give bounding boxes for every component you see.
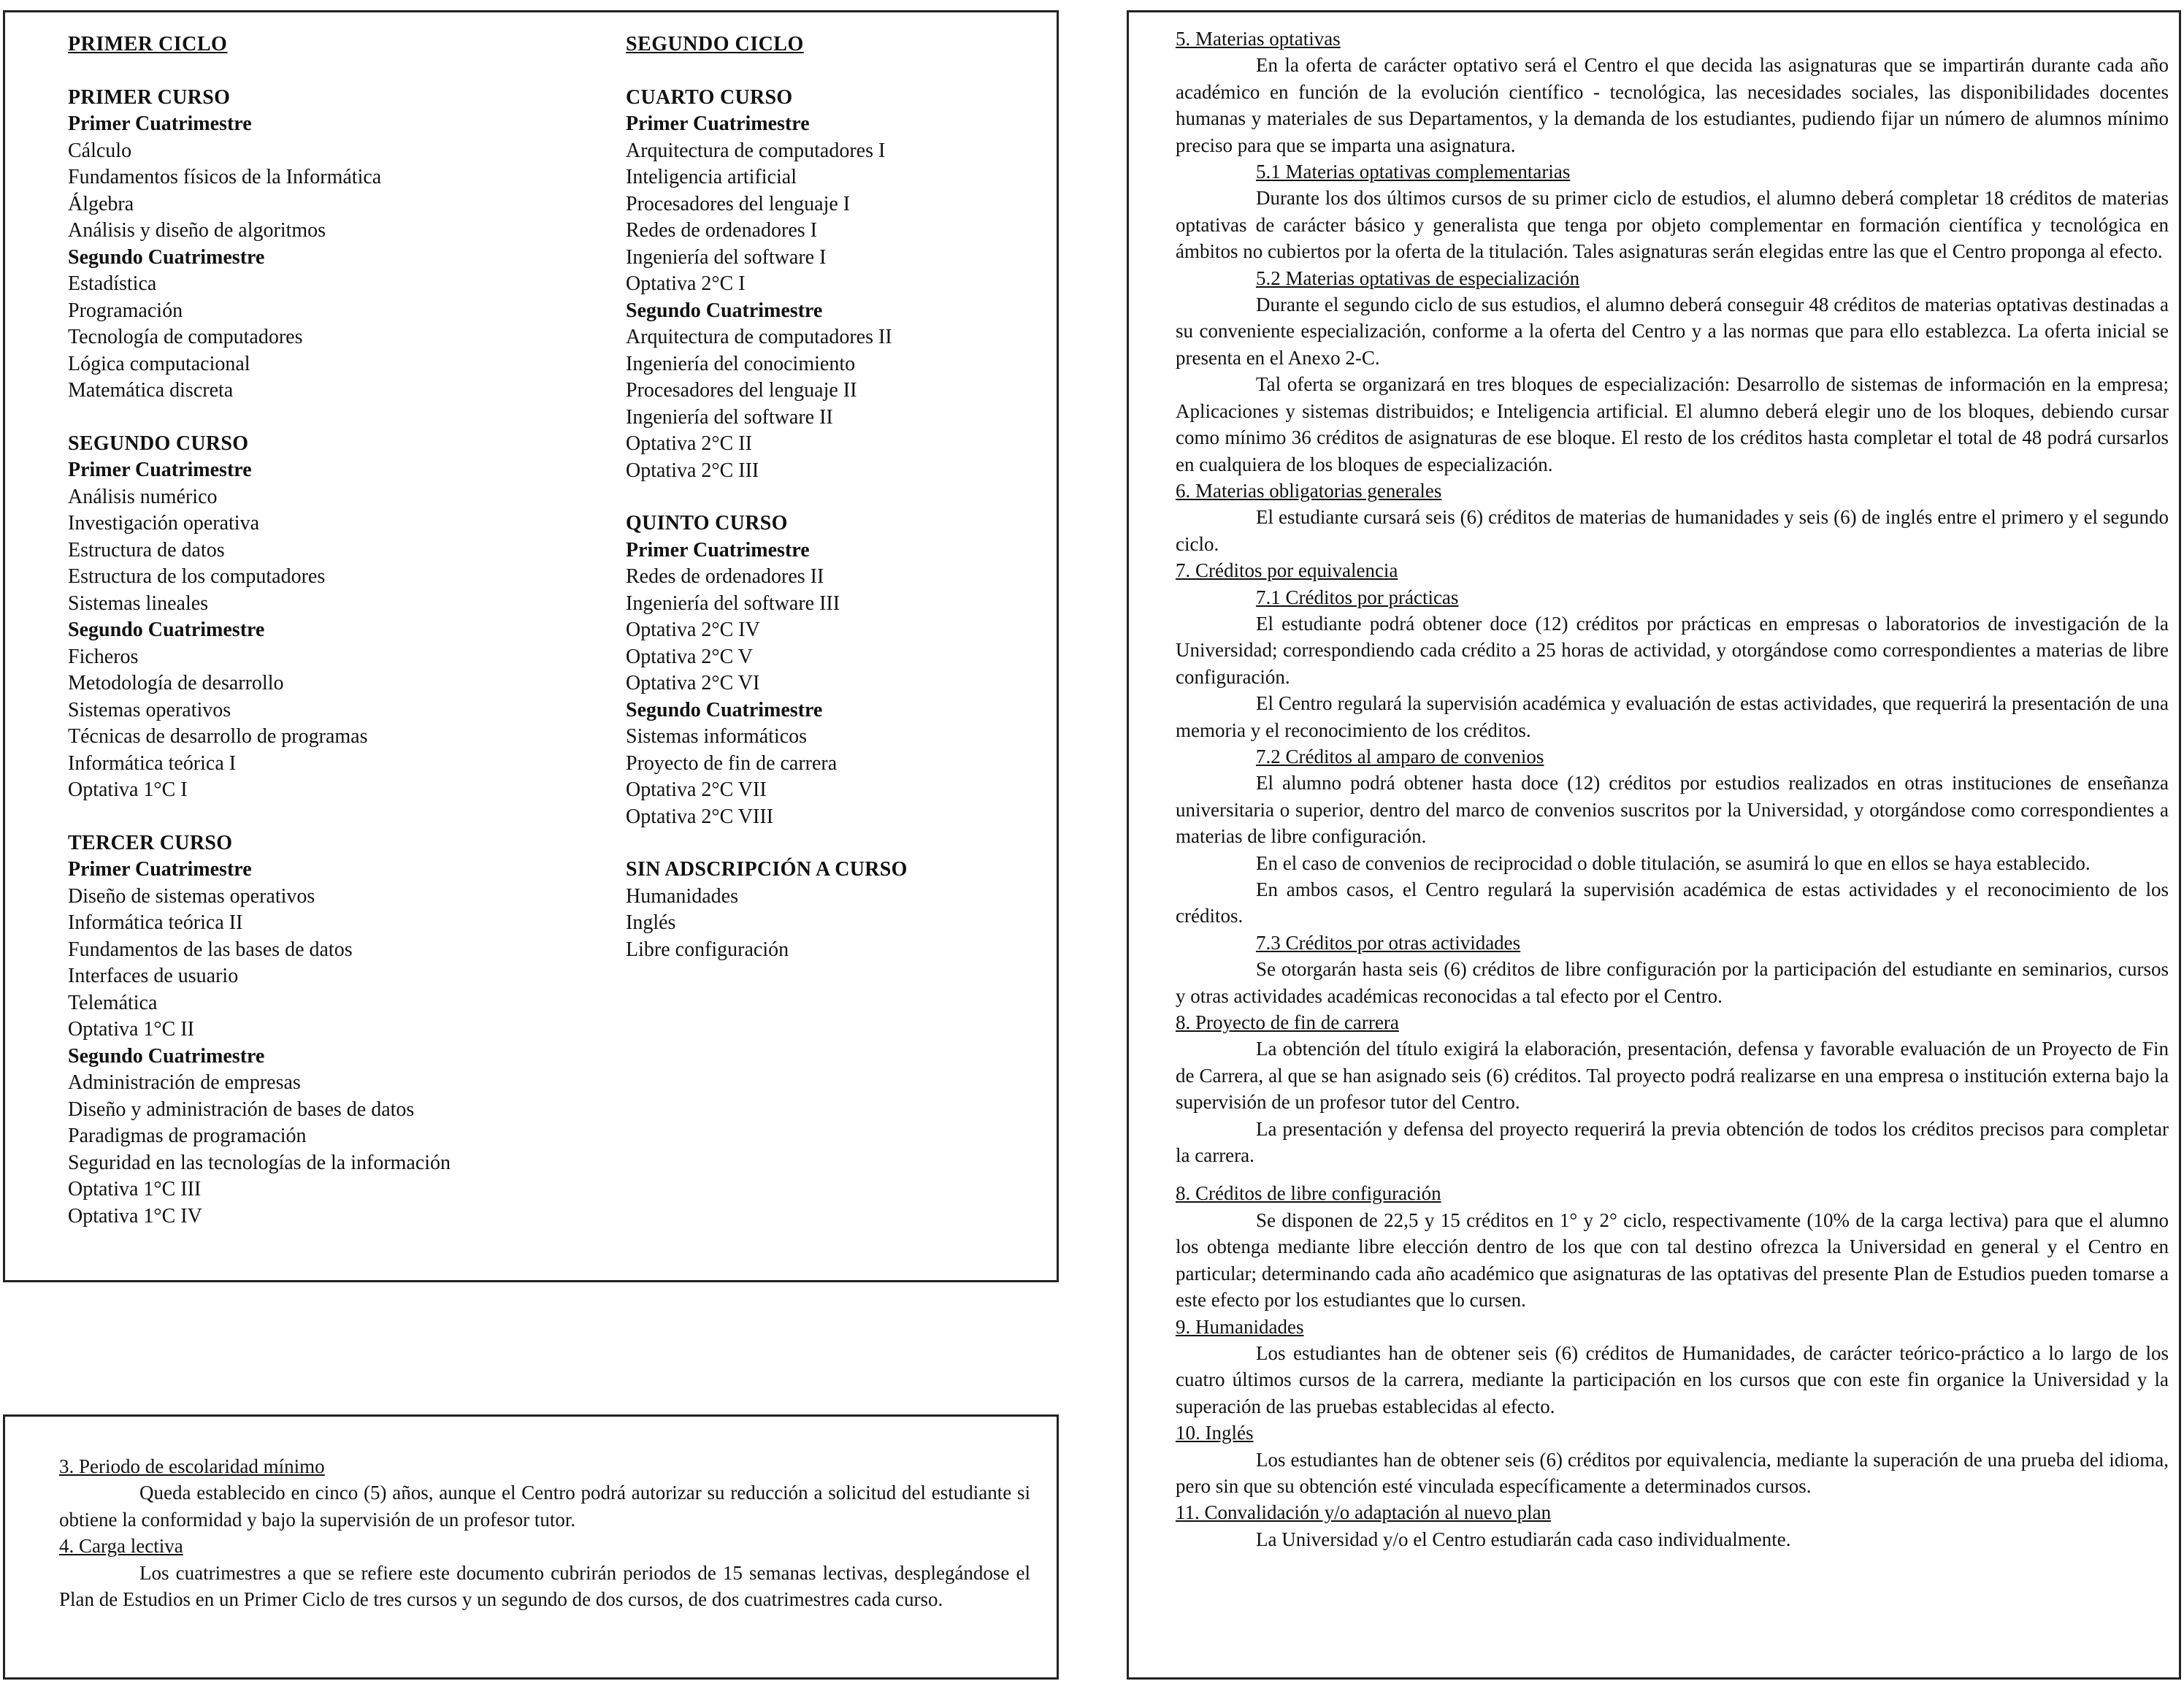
semester-title: Primer Cuatrimestre [68, 459, 252, 481]
section-title: 3. Periodo de escolaridad mínimo [59, 1455, 325, 1477]
subject-item: Ingeniería del software III [626, 591, 840, 615]
paragraph: La obtención del título exigirá la elaboración, presentación, defensa y favorable evaluación de un Proyecto de Fin de Carrera, al que se han asignado seis (6) créditos. Tal proyecto podrá realizarse en una empresa o institución externa bajo la supervisión de un profesor tutor del Centro. [1176, 1038, 2169, 1114]
semester-title: Primer Cuatrimestre [68, 112, 252, 135]
subsection-title: 5.2 Materias optativas de especialización [1256, 267, 1580, 289]
subject-item: Optativa 1°C III [68, 1178, 202, 1201]
year-title: SIN ADSCRIPCIÓN A CURSO [626, 858, 908, 881]
year-block [68, 431, 543, 804]
subject-item: Metodología de desarrollo [68, 672, 284, 694]
paragraph: Se otorgarán hasta seis (6) créditos de libre configuración por la participación del estudiante en seminarios, cursos y otras actividades académicas reconocidas a tal efecto por el Centro. [1176, 958, 2169, 1007]
section-title: 11. Convalidación y/o adaptación al nuevo plan [1176, 1501, 1552, 1524]
subject-item: Optativa 2°C IV [626, 619, 760, 641]
subject-item: Ingeniería del conocimiento [626, 352, 856, 375]
subject-item: Ingeniería del software II [626, 405, 833, 429]
paragraph: Durante el segundo ciclo de sus estudios, el alumno deberá conseguir 48 créditos de materias optativas destinadas a su conveniente especialización, conforme a la oferta del Centro y a las normas que para ello establezca. La oferta inicial se presenta en el Anexo 2-C. [1176, 294, 2169, 369]
subject-item: Optativa 2°C II [626, 432, 752, 455]
subject-item: Ingeniería del software I [626, 245, 827, 269]
subject-item: Optativa 2°C VIII [626, 805, 773, 828]
section-gap [1176, 1168, 2169, 1180]
semester-title: Segundo Cuatrimestre [626, 698, 823, 721]
subject-item: Optativa 2°C VII [626, 778, 767, 801]
cycle-title: PRIMER CICLO [68, 33, 228, 55]
subject-item: Procesadores del lenguaje I [626, 192, 851, 215]
subject-item: Arquitectura de computadores I [626, 139, 886, 162]
subject-item: Seguridad en las tecnologías de la información [68, 1151, 451, 1174]
paragraph: La Universidad y/o el Centro estudiarán cada caso individualmente. [1256, 1528, 1791, 1550]
subject-item: Telemática [68, 991, 158, 1014]
section-title: 6. Materias obligatorias generales [1176, 479, 1442, 502]
section-title: 7. Créditos por equivalencia [1176, 559, 1398, 582]
subject-item: Inglés [626, 911, 676, 934]
section-title: 8. Créditos de libre configuración [1176, 1182, 1441, 1205]
paragraph: El Centro regulará la supervisión académica y evaluación de estas actividades, que requerirá la presentación de una memoria y el reconocimiento de los créditos. [1176, 692, 2169, 741]
subject-item: Informática teórica II [68, 911, 243, 934]
subject-item: Interfaces de usuario [68, 965, 239, 987]
subject-item: Sistemas informáticos [626, 725, 808, 748]
paragraph: Se disponen de 22,5 y 15 créditos en 1° y 2° ciclo, respectivamente (10% de la carga lectiva) para que el alumno los obtenga mediante libre elección dentro de los que con tal destino ofrezca la Universidad en general y el Centro en particular; determinando cada año académico que asignaturas de las optativas del presente Plan de Estudios pueden tomarse a este efecto por los estudiantes que lo cursen. [1176, 1209, 2169, 1312]
paragraph: Queda establecido en cinco (5) años, aunque el Centro podrá autorizar su reducción a solicitud del estudiante si obtiene la conformidad y bajo la supervisión de un profesor tutor. [59, 1482, 1030, 1531]
subject-item: Procesadores del lenguaje II [626, 379, 857, 402]
section-title: 9. Humanidades [1176, 1315, 1304, 1338]
section-title: 10. Inglés [1176, 1422, 1254, 1444]
subject-item: Ficheros [68, 645, 139, 668]
subject-item: Informática teórica I [68, 751, 237, 775]
paragraph: Durante los dos últimos cursos de su primer ciclo de estudios, el alumno deberá completar 18 créditos de materias optativas de carácter básico y generalista que tenga por objeto complementar en formación científica y tecnológica en ámbitos no cubiertos por la oferta de la titulación. Tales asignaturas serán elegidas entre las que el Centro proponga al efecto. [1176, 187, 2169, 263]
subject-item: Optativa 1°C II [68, 1018, 194, 1041]
subject-item: Inteligencia artificial [626, 166, 797, 188]
year-block [626, 510, 1035, 830]
subject-item: Análisis numérico [68, 485, 218, 508]
subject-item: Cálculo [68, 139, 132, 162]
subsection-title: 5.1 Materias optativas complementarias [1256, 161, 1571, 183]
year-block [68, 830, 543, 1230]
paragraph: Los estudiantes han de obtener seis (6) créditos de Humanidades, de carácter teórico-práctico a lo largo de los cuatro últimos cursos de la carrera, mediante la participación en los cursos que con este fin organice la Universidad y la superación de las pruebas establecidas al efecto. [1176, 1341, 2169, 1417]
paragraph: En la oferta de carácter optativo será el Centro el que decida las asignaturas que se impartirán durante cada año académico en función de la evolución científico - tecnológica, las necesidades sociales, las disponibilidades docentes humanas y materiales de sus Departamentos, y la demanda de los estudiantes, pudiendo fijar un número de alumnos mínimo preciso para que se imparta una asignatura. [1176, 54, 2169, 156]
subject-item: Proyecto de fin de carrera [626, 751, 838, 775]
paragraph: Los estudiantes han de obtener seis (6) créditos por equivalencia, mediante la superación de una prueba del idioma, pero sin que su obtención esté vinculada específicamente a determinados cursos. [1176, 1448, 2169, 1497]
paragraph: La presentación y defensa del proyecto requerirá la previa obtención de todos los créditos precisos para completar la carrera. [1176, 1117, 2169, 1167]
segundo-ciclo-column [626, 31, 1035, 989]
regulations-box [1127, 10, 2181, 1680]
subject-item: Administración de empresas [68, 1071, 301, 1094]
subject-item: Optativa 2°C III [626, 459, 759, 482]
subsection-title: 7.1 Créditos por prácticas [1256, 586, 1459, 608]
year-title: TERCER CURSO [68, 831, 233, 854]
subject-item: Álgebra [68, 192, 134, 215]
section-title: 8. Proyecto de fin de carrera [1176, 1011, 1399, 1034]
subsection-title: 7.2 Créditos al amparo de convenios [1256, 745, 1544, 767]
subject-item: Fundamentos de las bases de datos [68, 938, 353, 961]
paragraph: El estudiante podrá obtener doce (12) créditos por prácticas en empresas o laboratorios de investigación de la Universidad; correspondiendo cada crédito a 25 horas de actividad, y otorgándose como correspondientes a materias de libre configuración. [1176, 612, 2169, 688]
subject-item: Diseño y administración de bases de datos [68, 1098, 415, 1121]
subject-item: Sistemas lineales [68, 591, 209, 615]
semester-title: Segundo Cuatrimestre [68, 245, 265, 269]
semester-title: Primer Cuatrimestre [68, 858, 252, 881]
paragraph: El alumno podrá obtener hasta doce (12) créditos por estudios realizados en otras instituciones de enseñanza universitaria o superior, dentro del marco de convenios suscritos por la Universidad, y otorgándose como correspondientes a materias de libre configuración. [1176, 772, 2169, 848]
semester-title: Segundo Cuatrimestre [626, 299, 823, 322]
subject-item: Optativa 2°C V [626, 645, 754, 668]
paragraph: El estudiante cursará seis (6) créditos de materias de humanidades y seis (6) de inglés entre el primero y el segundo ciclo. [1176, 506, 2169, 555]
periodo-box [3, 1414, 1059, 1680]
subject-item: Redes de ordenadores I [626, 219, 818, 242]
cycle-title: SEGUNDO CICLO [626, 33, 804, 55]
subject-item: Humanidades [626, 884, 738, 908]
year-title: QUINTO CURSO [626, 512, 788, 535]
subject-item: Análisis y diseño de algoritmos [68, 219, 326, 242]
paragraph: En el caso de convenios de reciprocidad o doble titulación, se asumirá lo que en ellos se haya establecido. [1256, 851, 2091, 874]
year-title: CUARTO CURSO [626, 85, 793, 109]
subject-item: Lógica computacional [68, 352, 250, 375]
subject-item: Libre configuración [626, 938, 789, 961]
subject-item: Arquitectura de computadores II [626, 326, 892, 348]
subject-item: Programación [68, 299, 183, 322]
semester-title: Primer Cuatrimestre [626, 112, 810, 135]
semester-title: Segundo Cuatrimestre [68, 619, 265, 641]
paragraph: En ambos casos, el Centro regulará la supervisión académica de estas actividades y el reconocimiento de los créditos. [1176, 878, 2169, 927]
year-title: PRIMER CURSO [68, 85, 231, 109]
paragraph: Tal oferta se organizará en tres bloques de especialización: Desarrollo de sistemas de información en la empresa; Aplicaciones y sistemas distribuidos; e Inteligencia artificial. El alumno deberá elegir uno de los bloques, debiendo cursar como mínimo 36 créditos de asignaturas de ese bloque. El resto de los créditos hasta completar el total de 48 podrá cursarlos en cualquiera de los bloques de especialización. [1176, 373, 2169, 475]
subsection-title: 7.3 Créditos por otras actividades [1256, 931, 1521, 954]
subject-item: Estadística [68, 272, 157, 295]
semester-title: Segundo Cuatrimestre [68, 1044, 265, 1068]
subject-item: Paradigmas de programación [68, 1125, 307, 1147]
subject-item: Optativa 2°C I [626, 272, 746, 295]
subject-item: Optativa 1°C I [68, 778, 188, 801]
subject-item: Fundamentos físicos de la Informática [68, 166, 382, 188]
section-title: 4. Carga lectiva [59, 1535, 183, 1558]
subject-item: Optativa 1°C IV [68, 1204, 202, 1228]
semester-title: Primer Cuatrimestre [626, 538, 810, 562]
subject-item: Estructura de los computadores [68, 565, 326, 588]
year-block [626, 857, 1035, 963]
subject-item: Investigación operativa [68, 512, 260, 535]
year-title: SEGUNDO CURSO [68, 432, 249, 455]
section-title: 5. Materias optativas [1176, 28, 1341, 50]
subject-item: Optativa 2°C VI [626, 672, 760, 694]
regulations-text [1176, 26, 2169, 1552]
subject-item: Redes de ordenadores II [626, 565, 824, 588]
subject-item: Tecnología de computadores [68, 326, 303, 348]
subject-item: Estructura de datos [68, 538, 225, 562]
year-block [68, 85, 543, 405]
subject-item: Diseño de sistemas operativos [68, 884, 315, 908]
primer-ciclo-column [68, 31, 543, 1256]
subject-item: Matemática discreta [68, 379, 234, 402]
paragraph: Los cuatrimestres a que se refiere este documento cubrirán periodos de 15 semanas lectivas, desplegándose el Plan de Estudios en un Primer Ciclo de tres cursos y un segundo de dos cursos, de dos cuatrimestres cada curso. [59, 1561, 1030, 1611]
subject-item: Sistemas operativos [68, 698, 231, 721]
periodo-text [59, 1453, 1030, 1612]
subject-item: Técnicas de desarrollo de programas [68, 725, 368, 748]
course-list-box [3, 10, 1059, 1282]
year-block [626, 85, 1035, 485]
